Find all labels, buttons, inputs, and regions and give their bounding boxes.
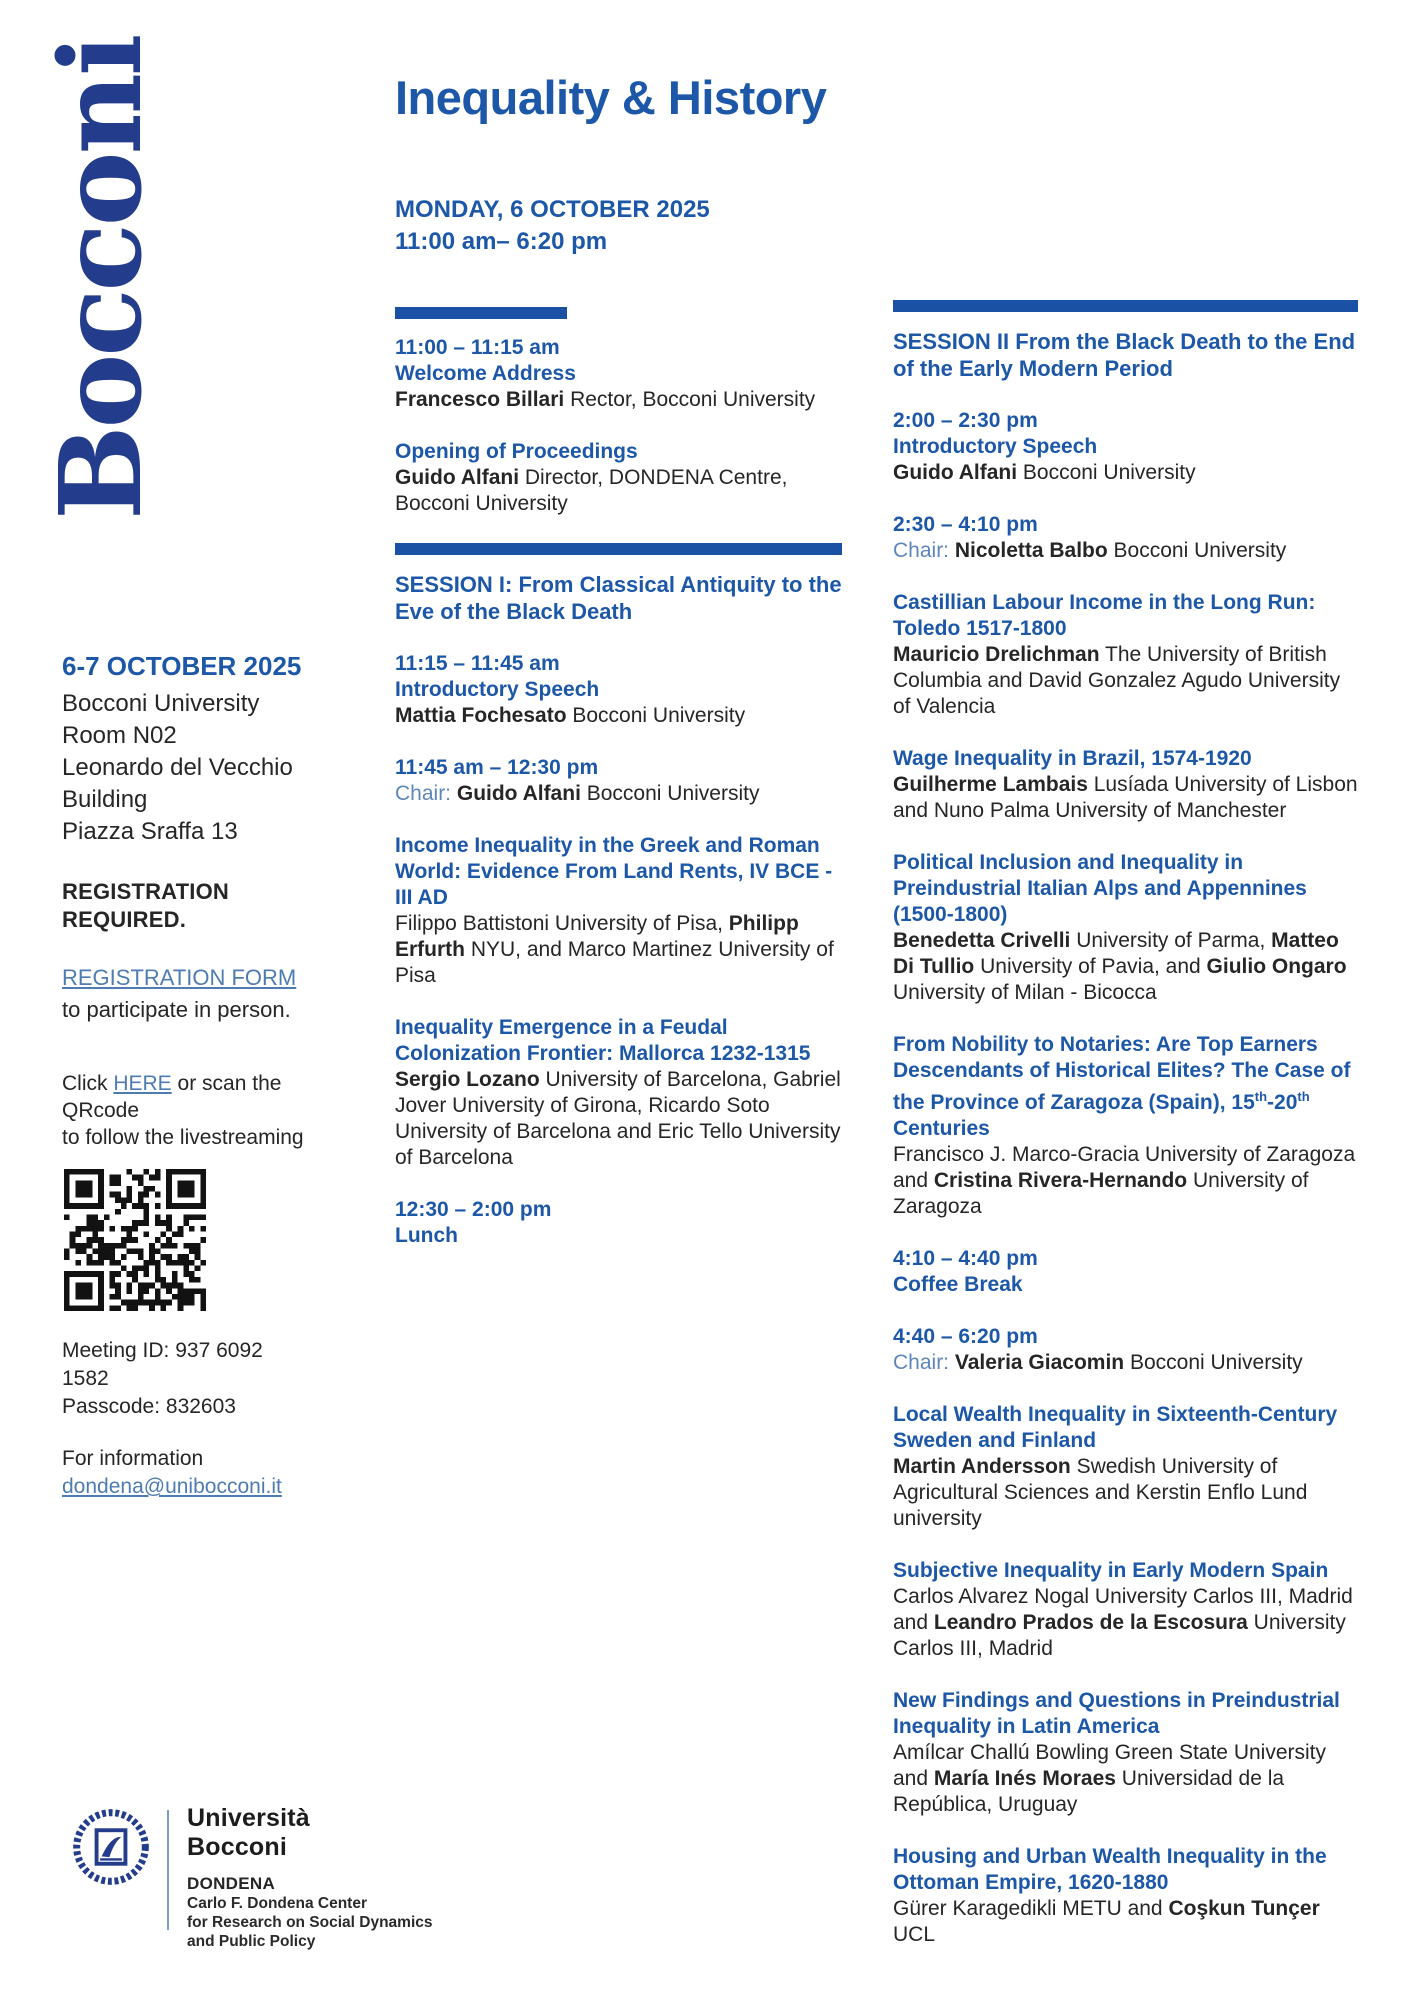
schedule-slot xyxy=(893,1324,1358,1376)
talk-title: Income Inequality in the Greek and Roman World: Evidence From Land Rents, IV BCE - III AD xyxy=(395,834,833,909)
livestream-text-line2: to follow the livestreaming xyxy=(62,1126,304,1149)
venue-address-line: Bocconi University xyxy=(62,690,260,717)
time-range: 4:40 – 6:20 pm xyxy=(893,1325,1038,1348)
meeting-credentials xyxy=(62,1337,312,1421)
schedule-slot xyxy=(893,1246,1358,1298)
section-divider-bar xyxy=(395,307,567,319)
event-hours: 11:00 am– 6:20 pm xyxy=(395,228,608,255)
schedule-slot xyxy=(395,439,842,517)
slot-label: Introductory Speech xyxy=(893,435,1098,458)
event-dates: 6-7 OCTOBER 2025 xyxy=(62,651,302,681)
speakers-line: Gürer Karagedikli METU and Coşkun Tunçer UCL xyxy=(893,1897,1320,1946)
talk-title: New Findings and Questions in Preindustrial Inequality in Latin America xyxy=(893,1689,1340,1738)
slot-label: Introductory Speech xyxy=(395,678,600,701)
talk-title: Subjective Inequality in Early Modern Spain xyxy=(893,1559,1329,1582)
time-range: 11:15 – 11:45 am xyxy=(395,652,560,675)
university-name-line2: Bocconi xyxy=(187,1833,288,1861)
schedule-slot xyxy=(395,335,842,413)
university-name-line1: Università xyxy=(187,1804,310,1832)
speakers-line: Sergio Lozano University of Barcelona, Gabriel Jover University of Girona, Ricardo Soto University of Barcelona and Eric Tello University of Barcelona xyxy=(395,1068,841,1169)
registration-note: to participate in person. xyxy=(62,997,291,1022)
speakers-line: Amílcar Challú Bowling Green State University and María Inés Moraes Universidad de la República, Uruguay xyxy=(893,1741,1327,1816)
speakers-line: Francisco J. Marco-Gracia University of Zaragoza and Cristina Rivera-Hernando University of Zaragoza xyxy=(893,1143,1356,1218)
schedule-slot xyxy=(893,408,1358,486)
time-range: 4:10 – 4:40 pm xyxy=(893,1247,1038,1270)
speakers-line: Chair: Nicoletta Balbo Bocconi University xyxy=(893,539,1287,562)
sidebar xyxy=(62,652,312,1501)
bocconi-seal-icon xyxy=(72,1808,150,1886)
talk-item xyxy=(893,746,1358,824)
center-full-name xyxy=(187,1894,433,1951)
center-name-line: Carlo F. Dondena Center xyxy=(187,1895,367,1912)
talk-item xyxy=(893,1558,1358,1662)
talk-title: Wage Inequality in Brazil, 1574-1920 xyxy=(893,747,1252,770)
speakers-line: Benedetta Crivelli University of Parma, Matteo Di Tullio University of Pavia, and Giulio Ongaro University of Milan - Bicocca xyxy=(893,929,1347,1004)
time-range: 11:00 – 11:15 am xyxy=(395,336,560,359)
session-header xyxy=(395,571,842,625)
session-title: SESSION II From the Black Death to the End of the Early Modern Period xyxy=(893,329,1356,381)
center-name-line: for Research on Social Dynamics xyxy=(187,1914,433,1931)
slot-label: Lunch xyxy=(395,1224,458,1247)
section-divider-bar xyxy=(893,300,1358,312)
speakers-line: Filippo Battistoni University of Pisa, Philipp Erfurth NYU, and Marco Martinez University of Pisa xyxy=(395,912,834,987)
speakers-line: Guido Alfani Director, DONDENA Centre, Bocconi University xyxy=(395,466,788,515)
info-label: For information xyxy=(62,1447,204,1470)
page-title: Inequality & History xyxy=(395,71,827,124)
livestream-here-link[interactable]: HERE xyxy=(113,1072,172,1095)
slot-label: Opening of Proceedings xyxy=(395,440,638,463)
time-range: 11:45 am – 12:30 pm xyxy=(395,756,599,779)
talk-item xyxy=(893,1402,1358,1532)
center-name-line: and Public Policy xyxy=(187,1933,316,1950)
time-range: 12:30 – 2:00 pm xyxy=(395,1198,552,1221)
speakers-line: Martin Andersson Swedish University of Agricultural Sciences and Kerstin Enflo Lund university xyxy=(893,1455,1308,1530)
talk-item xyxy=(893,1844,1358,1948)
event-date: MONDAY, 6 OCTOBER 2025 xyxy=(395,196,710,223)
footer-divider xyxy=(167,1810,169,1930)
time-range: 2:30 – 4:10 pm xyxy=(893,513,1038,536)
venue-address xyxy=(62,688,312,848)
speakers-line: Francesco Billari Rector, Bocconi University xyxy=(395,388,816,411)
talk-item xyxy=(893,1688,1358,1818)
program-column-1 xyxy=(395,307,842,1275)
talk-title: Inequality Emergence in a Feudal Colonization Frontier: Mallorca 1232-1315 xyxy=(395,1016,811,1065)
speakers-line: Carlos Alvarez Nogal University Carlos III, Madrid and Leandro Prados de la Escosura University Carlos III, Madrid xyxy=(893,1585,1353,1660)
speakers-line: Chair: Valeria Giacomin Bocconi University xyxy=(893,1351,1303,1374)
speakers-line: Guido Alfani Bocconi University xyxy=(893,461,1196,484)
livestream-text-post: or scan the QRcode xyxy=(62,1072,282,1122)
slot-label: Coffee Break xyxy=(893,1273,1023,1296)
meeting-id: Meeting ID: 937 6092 1582 xyxy=(62,1339,263,1390)
talk-item xyxy=(395,833,842,989)
talk-item xyxy=(893,590,1358,720)
speakers-line: Mattia Fochesato Bocconi University xyxy=(395,704,746,727)
schedule-slot xyxy=(893,512,1358,564)
venue-address-line: Room N02 xyxy=(62,722,177,749)
talk-title: Political Inclusion and Inequality in Preindustrial Italian Alps and Appennines (1500-1800) xyxy=(893,851,1307,926)
venue-address-line: Leonardo del Vecchio xyxy=(62,754,293,781)
speakers-line: Guilherme Lambais Lusíada University of Lisbon and Nuno Palma University of Manchester xyxy=(893,773,1358,822)
talk-item xyxy=(893,850,1358,1006)
speakers-line: Mauricio Drelichman The University of British Columbia and David Gonzalez Agudo University of Valencia xyxy=(893,643,1341,718)
session-header xyxy=(893,328,1358,382)
schedule-slot xyxy=(395,1197,842,1249)
passcode: Passcode: 832603 xyxy=(62,1395,236,1418)
program-column-2 xyxy=(893,300,1358,1974)
venue-address-line: Piazza Sraffa 13 xyxy=(62,818,238,845)
session-title: SESSION I: From Classical Antiquity to the Eve of the Black Death xyxy=(395,572,842,624)
speakers-line: Chair: Guido Alfani Bocconi University xyxy=(395,782,760,805)
qr-code xyxy=(64,1169,206,1311)
registration-required-note: REGISTRATION REQUIRED. xyxy=(62,879,229,932)
talk-title: Housing and Urban Wealth Inequality in the Ottoman Empire, 1620-1880 xyxy=(893,1845,1327,1894)
center-acronym: DONDENA xyxy=(187,1874,276,1893)
talk-item xyxy=(893,1032,1358,1220)
talk-title: Local Wealth Inequality in Sixteenth-Century Sweden and Finland xyxy=(893,1403,1338,1452)
talk-title: From Nobility to Notaries: Are Top Earners Descendants of Historical Elites? The Case of the Province of Zaragoza (Spain), 15th-20th Centuries xyxy=(893,1033,1351,1140)
section-divider-bar xyxy=(395,543,842,555)
livestream-instructions xyxy=(62,1070,312,1151)
livestream-text-pre: Click xyxy=(62,1072,114,1095)
bocconi-vertical-wordmark: Bocconi xyxy=(36,36,167,520)
slot-label: Welcome Address xyxy=(395,362,576,385)
talk-item xyxy=(395,1015,842,1171)
time-range: 2:00 – 2:30 pm xyxy=(893,409,1038,432)
info-email-link[interactable]: dondena@unibocconi.it xyxy=(62,1475,282,1498)
venue-address-line: Building xyxy=(62,786,148,813)
talk-title: Castillian Labour Income in the Long Run: Toledo 1517-1800 xyxy=(893,591,1316,640)
schedule-slot xyxy=(395,755,842,807)
registration-form-link[interactable]: REGISTRATION FORM xyxy=(62,965,297,990)
schedule-slot xyxy=(395,651,842,729)
